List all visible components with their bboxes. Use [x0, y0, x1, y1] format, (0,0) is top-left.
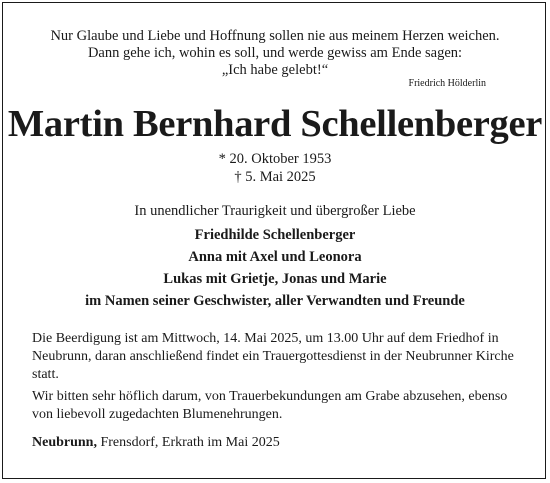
poem-author: Friedrich Hölderlin [408, 78, 486, 89]
location-place: Neubrunn, [32, 435, 97, 450]
birth-date: * 20. Oktober 1953 [218, 151, 332, 167]
mourning-intro: In unendlicher Traurigkeit und übergroßer Liebe [134, 203, 416, 219]
funeral-info: Die Beerdigung ist am Mittwoch, 14. Mai 2025, um 13.00 Uhr auf dem Friedhof in Neubrunn, daran anschließend findet ein Trauergottesdienst in der Neubrunner Kirche statt. [32, 331, 514, 382]
mourner-3: Lukas mit Grietje, Jonas und Marie [163, 271, 387, 287]
mourner-2: Anna mit Axel und Leonora [188, 249, 362, 265]
poem-line-3: „Ich habe gelebt!“ [221, 62, 329, 78]
poem-line-2: Dann gehe ich, wohin es soll, und werde gewiss am Ende sagen: [87, 45, 463, 61]
location-rest: Frensdorf, Erkrath im Mai 2025 [96, 435, 280, 450]
condolence-request: Wir bitten sehr höflich darum, von Trauerbekundungen am Grabe abzusehen, ebenso von liebevoll zugedachten Blumenehrungen. [32, 389, 508, 422]
death-date: † 5. Mai 2025 [234, 169, 316, 185]
deceased-name: Martin Bernhard Schellenberger [7, 103, 543, 145]
life-dates [0, 150, 550, 186]
mourner-4: im Namen seiner Geschwister, aller Verwandten und Freunde [85, 293, 465, 309]
mourners-list [0, 224, 550, 312]
location-date-line [32, 434, 522, 452]
poem-quote [0, 28, 550, 79]
mourner-1: Friedhilde Schellenberger [194, 227, 356, 243]
poem-line-1: Nur Glaube und Liebe und Hoffnung sollen nie aus meinem Herzen weichen. [50, 28, 500, 44]
